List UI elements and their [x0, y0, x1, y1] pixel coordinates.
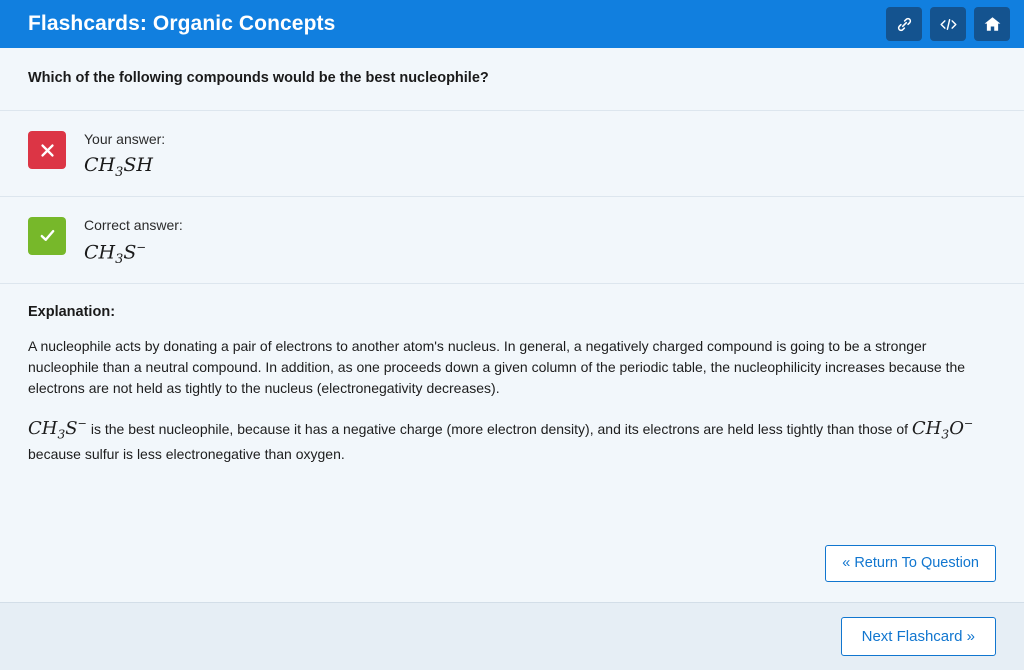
return-to-question-button[interactable]: « Return To Question — [825, 545, 996, 582]
code-icon — [939, 16, 958, 33]
link-icon-button[interactable] — [886, 7, 922, 41]
explanation-heading-text: Explanation — [28, 303, 111, 320]
app-header — [0, 0, 1024, 48]
your-answer-row — [0, 111, 1024, 197]
question-text: Which of the following compounds would be the best nucleophile? — [28, 70, 489, 86]
question-section — [0, 48, 1024, 111]
explanation-paragraph-2-mid: is the best nucleophile, because it has a negative charge (more electron density), and its electrons are held less tightly than those of — [90, 420, 909, 437]
your-answer-body — [84, 129, 165, 180]
page-title: Flashcards: Organic Concepts — [28, 12, 336, 35]
explanation-paragraph-2 — [28, 415, 993, 465]
next-flashcard-button[interactable]: Next Flashcard » — [841, 617, 996, 656]
explanation-section — [0, 284, 1024, 539]
cross-icon — [39, 142, 56, 159]
correct-answer-body — [84, 215, 183, 267]
code-icon-button[interactable] — [930, 7, 966, 41]
link-icon — [896, 16, 913, 33]
home-icon-button[interactable] — [974, 7, 1010, 41]
incorrect-status-badge — [28, 131, 66, 169]
correct-answer-formula: $CH_3S^-$ — [84, 239, 147, 267]
explanation-paragraph-1: A nucleophile acts by donating a pair of electrons to another atom's nucleus. In general, a negatively charged compound is going to be a stronger nucleophile than a neutral compound. In addition, as one proceeds down a given column of the periodic table, the nucleophilicity increases because the electrons are not held as tightly to the nucleus (electronegativity decreases). — [28, 337, 966, 396]
explanation-heading — [28, 304, 996, 320]
correct-answer-label: Correct answer: — [84, 216, 183, 233]
explanation-paragraph-2-end: because sulfur is less electronegative than oxygen. — [28, 445, 345, 462]
app-footer — [0, 602, 1024, 670]
correct-answer-row — [0, 197, 1024, 284]
explanation-formula-a: $CH_3S^-$ — [28, 416, 87, 442]
home-icon — [983, 15, 1002, 33]
check-icon — [38, 227, 57, 244]
your-answer-label: Your answer: — [84, 131, 166, 147]
explanation-heading-colon: : — [110, 303, 116, 320]
header-actions — [886, 7, 1010, 41]
explanation-formula-b: $CH_3O^-$ — [911, 416, 974, 442]
correct-status-badge — [28, 217, 66, 255]
your-answer-formula: $CH_3SH$ — [84, 154, 153, 180]
return-row — [0, 539, 1024, 602]
